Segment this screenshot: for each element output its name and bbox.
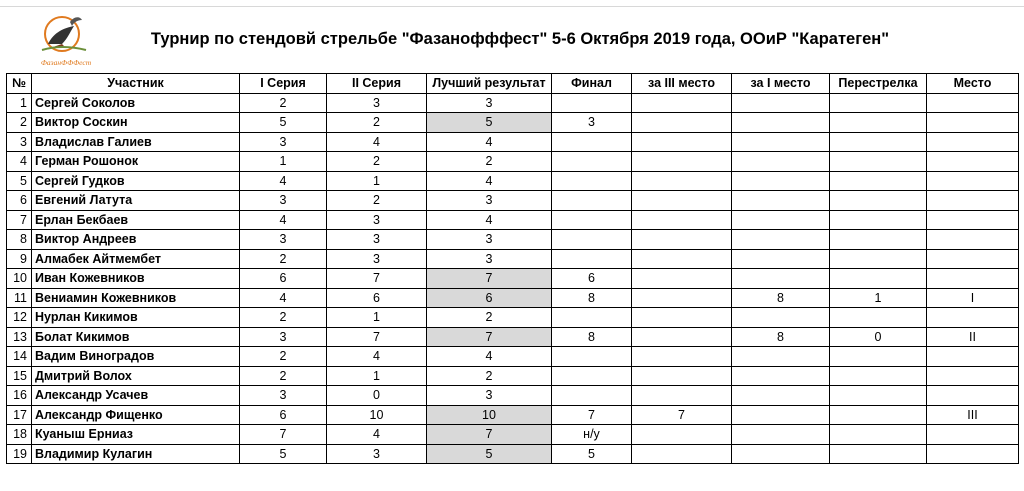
cell-series-2: 4	[327, 132, 427, 152]
cell-series-1: 1	[240, 152, 327, 172]
cell-series-1: 4	[240, 210, 327, 230]
cell-first-place: 8	[732, 288, 830, 308]
cell-third-place	[632, 210, 732, 230]
cell-participant: Виктор Андреев	[32, 230, 240, 250]
cell-first-place	[732, 425, 830, 445]
cell-first-place	[732, 152, 830, 172]
cell-third-place	[632, 132, 732, 152]
table-row	[7, 249, 1019, 269]
cell-participant: Александр Усачев	[32, 386, 240, 406]
cell-final	[552, 210, 632, 230]
table-row	[7, 327, 1019, 347]
cell-final: 3	[552, 113, 632, 133]
cell-shootoff	[830, 210, 927, 230]
table-row	[7, 171, 1019, 191]
cell-series-2: 2	[327, 113, 427, 133]
cell-shootoff	[830, 132, 927, 152]
cell-participant: Сергей Соколов	[32, 93, 240, 113]
cell-series-1: 7	[240, 425, 327, 445]
cell-participant: Виктор Соскин	[32, 113, 240, 133]
cell-participant: Александр Фищенко	[32, 405, 240, 425]
table-row	[7, 386, 1019, 406]
cell-third-place	[632, 171, 732, 191]
cell-series-1: 3	[240, 230, 327, 250]
cell-number: 6	[7, 191, 32, 211]
cell-participant: Дмитрий Волох	[32, 366, 240, 386]
cell-best-result: 4	[427, 210, 552, 230]
cell-final: 6	[552, 269, 632, 289]
cell-series-2: 1	[327, 308, 427, 328]
cell-final: 8	[552, 327, 632, 347]
cell-shootoff	[830, 347, 927, 367]
cell-series-2: 7	[327, 327, 427, 347]
header-series-2: II Серия	[327, 74, 427, 94]
cell-best-result: 3	[427, 249, 552, 269]
cell-series-2: 0	[327, 386, 427, 406]
cell-participant: Сергей Гудков	[32, 171, 240, 191]
logo-text: ФазанФФФест	[40, 58, 92, 67]
cell-shootoff	[830, 425, 927, 445]
cell-best-result: 2	[427, 308, 552, 328]
cell-third-place	[632, 327, 732, 347]
cell-number: 15	[7, 366, 32, 386]
cell-series-1: 2	[240, 366, 327, 386]
cell-third-place	[632, 366, 732, 386]
cell-place	[927, 191, 1019, 211]
sheet-top-strip	[0, 0, 1024, 7]
cell-series-1: 4	[240, 171, 327, 191]
cell-shootoff	[830, 113, 927, 133]
cell-third-place	[632, 308, 732, 328]
cell-number: 1	[7, 93, 32, 113]
cell-participant: Ерлан Бекбаев	[32, 210, 240, 230]
cell-shootoff: 1	[830, 288, 927, 308]
cell-series-1: 2	[240, 308, 327, 328]
header-third-place: за III место	[632, 74, 732, 94]
table-row	[7, 347, 1019, 367]
cell-number: 5	[7, 171, 32, 191]
table-row	[7, 425, 1019, 445]
cell-series-2: 6	[327, 288, 427, 308]
page-title: Турнир по стендовй стрельбе "Фазанофффест" 5-6 Октября 2019 года, ООиР "Каратеген"	[150, 30, 890, 48]
cell-shootoff	[830, 269, 927, 289]
cell-series-1: 6	[240, 405, 327, 425]
cell-number: 11	[7, 288, 32, 308]
cell-series-1: 2	[240, 347, 327, 367]
cell-final	[552, 386, 632, 406]
cell-series-1: 3	[240, 191, 327, 211]
cell-third-place	[632, 191, 732, 211]
cell-first-place	[732, 444, 830, 464]
cell-first-place	[732, 210, 830, 230]
cell-place	[927, 230, 1019, 250]
cell-place	[927, 210, 1019, 230]
cell-place	[927, 171, 1019, 191]
cell-best-result: 5	[427, 113, 552, 133]
cell-number: 2	[7, 113, 32, 133]
cell-place: III	[927, 405, 1019, 425]
cell-shootoff	[830, 93, 927, 113]
cell-first-place	[732, 132, 830, 152]
cell-series-2: 1	[327, 171, 427, 191]
table-row	[7, 444, 1019, 464]
cell-final	[552, 171, 632, 191]
cell-first-place	[732, 230, 830, 250]
cell-third-place	[632, 249, 732, 269]
cell-series-2: 3	[327, 444, 427, 464]
cell-place	[927, 444, 1019, 464]
cell-first-place	[732, 308, 830, 328]
cell-final: 5	[552, 444, 632, 464]
cell-number: 10	[7, 269, 32, 289]
pheasant-logo-icon	[34, 10, 98, 70]
cell-final: 8	[552, 288, 632, 308]
cell-final	[552, 366, 632, 386]
cell-final	[552, 249, 632, 269]
cell-final	[552, 191, 632, 211]
cell-series-2: 3	[327, 230, 427, 250]
cell-first-place	[732, 386, 830, 406]
cell-participant: Владислав Галиев	[32, 132, 240, 152]
cell-place	[927, 93, 1019, 113]
header-series-1: I Серия	[240, 74, 327, 94]
cell-place: I	[927, 288, 1019, 308]
cell-place	[927, 152, 1019, 172]
cell-first-place	[732, 405, 830, 425]
cell-number: 16	[7, 386, 32, 406]
cell-number: 13	[7, 327, 32, 347]
table-row	[7, 132, 1019, 152]
cell-final	[552, 308, 632, 328]
cell-final	[552, 93, 632, 113]
cell-best-result: 2	[427, 366, 552, 386]
table-row	[7, 210, 1019, 230]
cell-series-2: 1	[327, 366, 427, 386]
cell-best-result: 3	[427, 93, 552, 113]
cell-third-place	[632, 230, 732, 250]
cell-third-place	[632, 386, 732, 406]
cell-third-place	[632, 113, 732, 133]
cell-place	[927, 269, 1019, 289]
cell-series-2: 4	[327, 347, 427, 367]
header-best-result: Лучший результат	[427, 74, 552, 94]
cell-place	[927, 347, 1019, 367]
table-row	[7, 366, 1019, 386]
cell-series-2: 2	[327, 191, 427, 211]
cell-participant: Вениамин Кожевников	[32, 288, 240, 308]
table-row	[7, 152, 1019, 172]
cell-series-1: 2	[240, 249, 327, 269]
cell-number: 4	[7, 152, 32, 172]
cell-best-result: 3	[427, 230, 552, 250]
cell-best-result: 3	[427, 386, 552, 406]
cell-first-place	[732, 269, 830, 289]
cell-number: 8	[7, 230, 32, 250]
cell-participant: Евгений Латута	[32, 191, 240, 211]
cell-series-2: 10	[327, 405, 427, 425]
cell-third-place	[632, 444, 732, 464]
cell-final: н/у	[552, 425, 632, 445]
table-header-row	[7, 74, 1019, 94]
cell-first-place	[732, 249, 830, 269]
cell-series-2: 2	[327, 152, 427, 172]
header-shootoff: Перестрелка	[830, 74, 927, 94]
header-place: Место	[927, 74, 1019, 94]
cell-shootoff	[830, 308, 927, 328]
cell-best-result: 7	[427, 425, 552, 445]
cell-first-place	[732, 191, 830, 211]
cell-participant: Иван Кожевников	[32, 269, 240, 289]
cell-third-place: 7	[632, 405, 732, 425]
table-row	[7, 288, 1019, 308]
table-row	[7, 405, 1019, 425]
cell-best-result: 2	[427, 152, 552, 172]
cell-final	[552, 152, 632, 172]
cell-final	[552, 132, 632, 152]
cell-participant: Куаныш Ерниаз	[32, 425, 240, 445]
cell-place: II	[927, 327, 1019, 347]
cell-series-1: 3	[240, 132, 327, 152]
cell-place	[927, 386, 1019, 406]
header-first-place: за I место	[732, 74, 830, 94]
cell-third-place	[632, 269, 732, 289]
cell-first-place: 8	[732, 327, 830, 347]
cell-shootoff	[830, 249, 927, 269]
cell-first-place	[732, 347, 830, 367]
cell-best-result: 10	[427, 405, 552, 425]
cell-participant: Герман Рошонок	[32, 152, 240, 172]
cell-series-1: 5	[240, 444, 327, 464]
cell-place	[927, 366, 1019, 386]
cell-number: 9	[7, 249, 32, 269]
cell-series-1: 4	[240, 288, 327, 308]
cell-series-1: 3	[240, 386, 327, 406]
cell-number: 18	[7, 425, 32, 445]
cell-final: 7	[552, 405, 632, 425]
cell-place	[927, 249, 1019, 269]
cell-participant: Болат Кикимов	[32, 327, 240, 347]
cell-best-result: 6	[427, 288, 552, 308]
cell-series-2: 3	[327, 93, 427, 113]
cell-shootoff	[830, 444, 927, 464]
cell-series-1: 6	[240, 269, 327, 289]
header-final: Финал	[552, 74, 632, 94]
cell-shootoff: 0	[830, 327, 927, 347]
cell-series-2: 4	[327, 425, 427, 445]
cell-best-result: 5	[427, 444, 552, 464]
header-participant: Участник	[32, 74, 240, 94]
cell-number: 12	[7, 308, 32, 328]
cell-best-result: 3	[427, 191, 552, 211]
cell-best-result: 4	[427, 171, 552, 191]
results-table	[6, 73, 1019, 464]
cell-final	[552, 347, 632, 367]
header-number: №	[7, 74, 32, 94]
cell-series-2: 7	[327, 269, 427, 289]
cell-number: 19	[7, 444, 32, 464]
table-row	[7, 269, 1019, 289]
cell-number: 14	[7, 347, 32, 367]
cell-third-place	[632, 152, 732, 172]
cell-first-place	[732, 93, 830, 113]
cell-participant: Нурлан Кикимов	[32, 308, 240, 328]
cell-number: 3	[7, 132, 32, 152]
cell-series-2: 3	[327, 210, 427, 230]
table-row	[7, 191, 1019, 211]
cell-place	[927, 132, 1019, 152]
cell-place	[927, 425, 1019, 445]
cell-series-1: 3	[240, 327, 327, 347]
cell-first-place	[732, 171, 830, 191]
cell-participant: Вадим Виноградов	[32, 347, 240, 367]
cell-best-result: 4	[427, 132, 552, 152]
cell-series-1: 2	[240, 93, 327, 113]
cell-shootoff	[830, 171, 927, 191]
cell-third-place	[632, 425, 732, 445]
cell-place	[927, 308, 1019, 328]
cell-shootoff	[830, 191, 927, 211]
cell-participant: Владимир Кулагин	[32, 444, 240, 464]
cell-number: 7	[7, 210, 32, 230]
cell-series-1: 5	[240, 113, 327, 133]
cell-shootoff	[830, 230, 927, 250]
tournament-logo	[34, 10, 98, 70]
table-row	[7, 93, 1019, 113]
cell-best-result: 7	[427, 327, 552, 347]
cell-third-place	[632, 347, 732, 367]
cell-number: 17	[7, 405, 32, 425]
cell-first-place	[732, 113, 830, 133]
cell-shootoff	[830, 386, 927, 406]
table-row	[7, 308, 1019, 328]
cell-best-result: 7	[427, 269, 552, 289]
cell-best-result: 4	[427, 347, 552, 367]
cell-first-place	[732, 366, 830, 386]
table-row	[7, 113, 1019, 133]
cell-shootoff	[830, 366, 927, 386]
cell-series-2: 3	[327, 249, 427, 269]
table-row	[7, 230, 1019, 250]
cell-third-place	[632, 93, 732, 113]
cell-place	[927, 113, 1019, 133]
cell-shootoff	[830, 405, 927, 425]
cell-participant: Алмабек Айтмембет	[32, 249, 240, 269]
cell-third-place	[632, 288, 732, 308]
cell-shootoff	[830, 152, 927, 172]
cell-final	[552, 230, 632, 250]
